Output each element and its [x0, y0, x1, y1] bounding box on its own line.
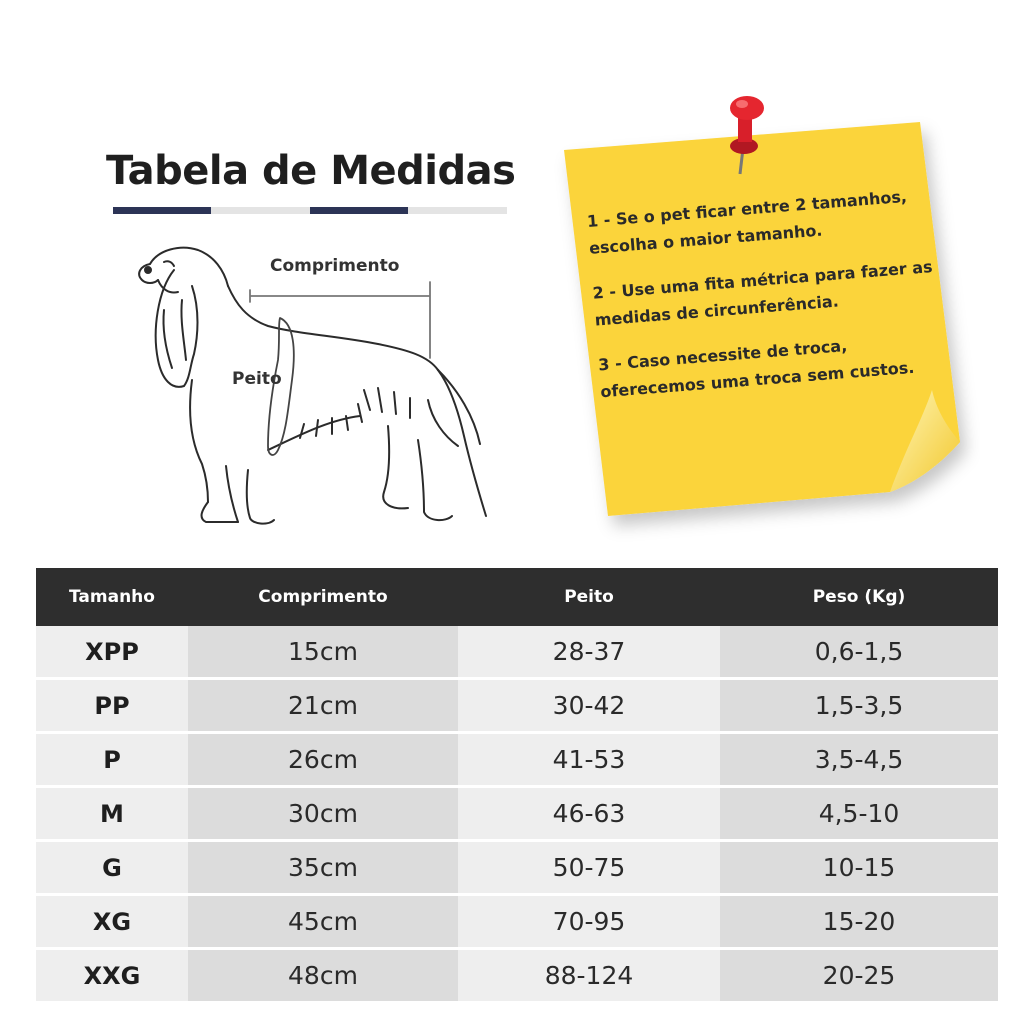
cell-size: PP — [36, 679, 188, 733]
cell-comprimento: 21cm — [188, 679, 458, 733]
note-line-2: 2 - Use uma fita métrica para fazer as medidas de circunferência. — [591, 257, 934, 330]
label-peito: Peito — [232, 369, 282, 389]
sticky-note — [550, 90, 980, 550]
cell-comprimento: 35cm — [188, 841, 458, 895]
note-instructions — [586, 180, 962, 424]
cell-size: P — [36, 733, 188, 787]
cell-peso: 20-25 — [720, 949, 998, 1002]
cell-comprimento: 48cm — [188, 949, 458, 1002]
size-table — [36, 568, 998, 1001]
dog-measurement-illustration — [128, 240, 498, 535]
cell-peso: 3,5-4,5 — [720, 733, 998, 787]
cell-peito: 70-95 — [458, 895, 720, 949]
cell-peso: 15-20 — [720, 895, 998, 949]
cell-peito: 46-63 — [458, 787, 720, 841]
note-line-3: 3 - Caso necessite de troca, oferecemos uma troca sem custos. — [597, 335, 915, 402]
cell-peito: 88-124 — [458, 949, 720, 1002]
table-row — [36, 949, 998, 1002]
cell-comprimento: 30cm — [188, 787, 458, 841]
table-row — [36, 733, 998, 787]
header-comprimento: Comprimento — [188, 568, 458, 626]
cell-peso: 0,6-1,5 — [720, 626, 998, 679]
cell-comprimento: 15cm — [188, 626, 458, 679]
cell-size: XG — [36, 895, 188, 949]
cell-peso: 1,5-3,5 — [720, 679, 998, 733]
header-peito: Peito — [458, 568, 720, 626]
cell-peito: 50-75 — [458, 841, 720, 895]
cell-peito: 28-37 — [458, 626, 720, 679]
label-comprimento: Comprimento — [270, 256, 400, 276]
page-title: Tabela de Medidas — [106, 148, 516, 194]
underline-accent-1 — [113, 207, 211, 214]
cell-comprimento: 26cm — [188, 733, 458, 787]
table-row — [36, 679, 998, 733]
table-row — [36, 626, 998, 679]
cell-peso: 10-15 — [720, 841, 998, 895]
cell-size: M — [36, 787, 188, 841]
cell-size: XXG — [36, 949, 188, 1002]
cell-comprimento: 45cm — [188, 895, 458, 949]
title-underline — [113, 207, 507, 214]
cell-size: XPP — [36, 626, 188, 679]
cell-peito: 30-42 — [458, 679, 720, 733]
header-tamanho: Tamanho — [36, 568, 188, 626]
cell-size: G — [36, 841, 188, 895]
table-row — [36, 895, 998, 949]
table-header-row — [36, 568, 998, 626]
underline-accent-2 — [310, 207, 408, 214]
table-row — [36, 787, 998, 841]
note-line-1: 1 - Se o pet ficar entre 2 tamanhos, escolha o maior tamanho. — [586, 186, 908, 258]
cell-peito: 41-53 — [458, 733, 720, 787]
header-peso: Peso (Kg) — [720, 568, 998, 626]
table-row — [36, 841, 998, 895]
push-pin-icon — [720, 90, 780, 180]
cell-peso: 4,5-10 — [720, 787, 998, 841]
